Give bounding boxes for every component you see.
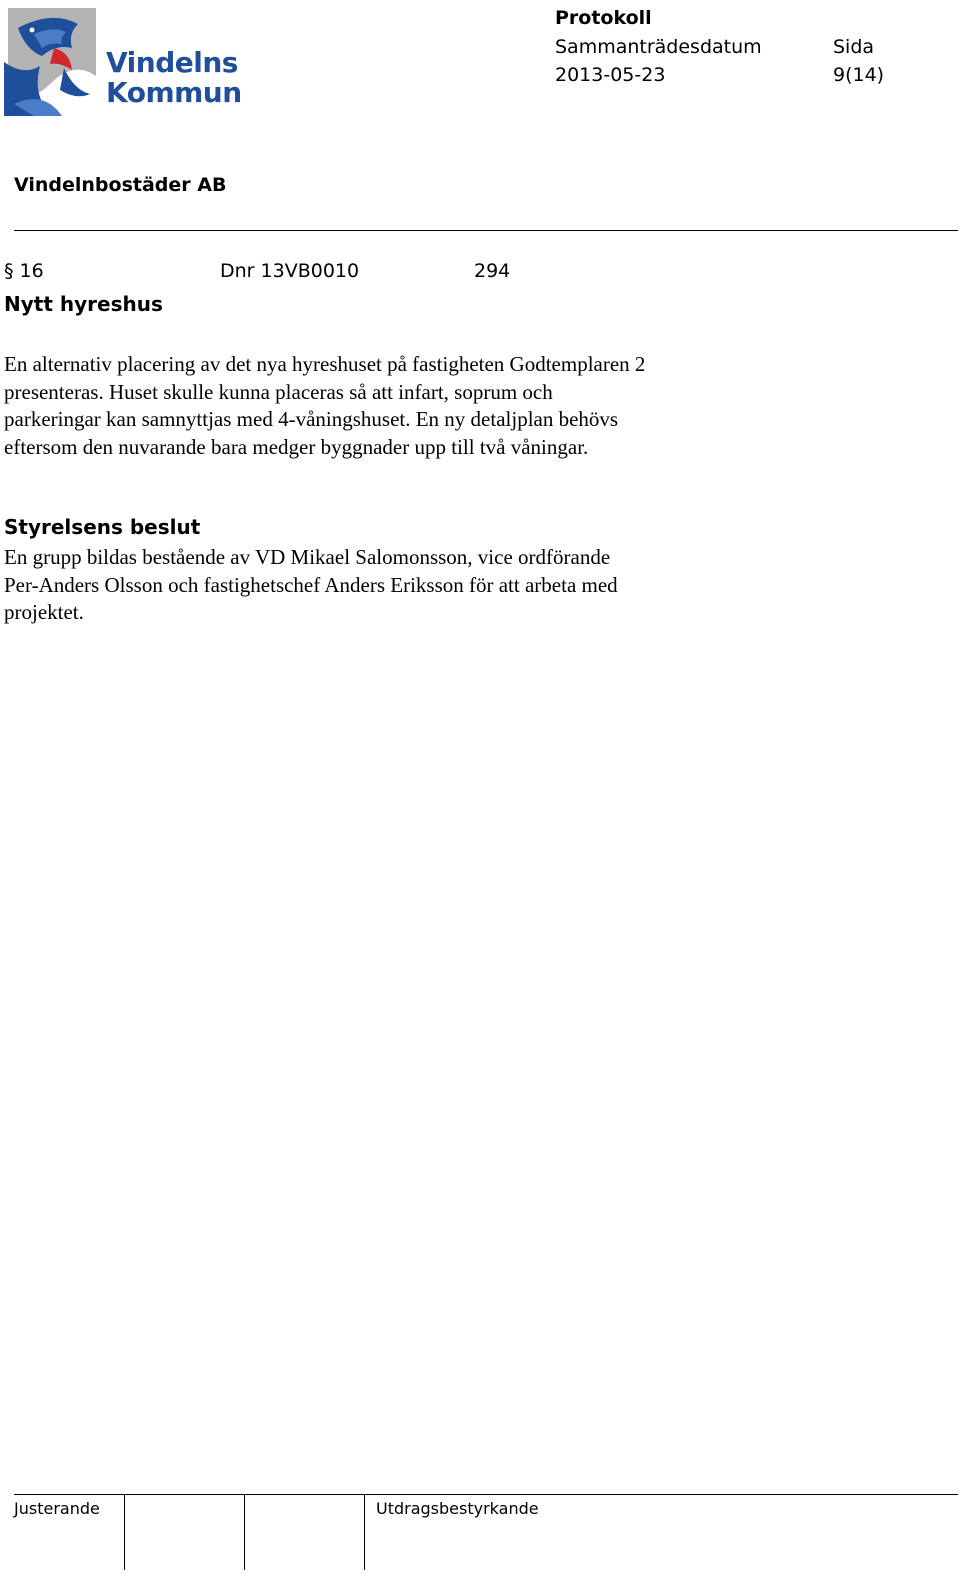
meeting-date-value: 2013-05-23	[555, 64, 666, 86]
page-label: Sida	[833, 36, 875, 58]
paragraph-number: § 16	[4, 260, 44, 282]
text-line: presenteras. Huset skulle kunna placeras så att infart, soprum och	[4, 379, 553, 404]
municipality-logo	[4, 4, 244, 119]
text-line: eftersom den nuvarande bara medger byggnader upp till två våningar.	[4, 434, 589, 459]
extract-certification-label: Utdragsbestyrkande	[376, 1499, 539, 1518]
document-type: Protokoll	[555, 7, 652, 29]
decision-heading: Styrelsens beslut	[4, 515, 201, 539]
decision-paragraph	[4, 544, 618, 627]
logo-text-line2: Kommun	[106, 76, 242, 109]
footer-divider	[124, 1494, 125, 1570]
text-line: projektet.	[4, 600, 84, 624]
reference-number: 294	[474, 260, 511, 282]
salmon-emblem-icon	[4, 4, 104, 119]
text-line: En grupp bildas bestående av VD Mikael Salomonsson, vice ordförande	[4, 545, 611, 569]
organization-name: Vindelnbostäder AB	[14, 174, 227, 196]
adjuster-label: Justerande	[14, 1499, 100, 1518]
text-line: En alternativ placering av det nya hyreshuset på fastigheten Godtemplaren 2	[4, 352, 646, 376]
footer-divider	[244, 1494, 245, 1570]
meeting-date-label: Sammanträdesdatum	[555, 36, 762, 58]
section-title: Nytt hyreshus	[4, 292, 163, 316]
footer-divider	[364, 1494, 365, 1570]
logo-text-line1: Vindelns	[106, 46, 238, 79]
page-number: 9(14)	[833, 64, 885, 86]
text-line: parkeringar kan samnyttjas med 4-våningshuset. En ny detaljplan behövs	[4, 407, 619, 431]
signature-footer	[0, 1494, 960, 1584]
diary-number: Dnr 13VB0010	[220, 260, 360, 282]
intro-paragraph	[4, 351, 645, 461]
text-line: Per-Anders Olsson och fastighetschef Anders Eriksson för att arbeta med	[4, 572, 618, 597]
footer-top-rule	[14, 1494, 958, 1495]
header-divider	[14, 230, 958, 231]
